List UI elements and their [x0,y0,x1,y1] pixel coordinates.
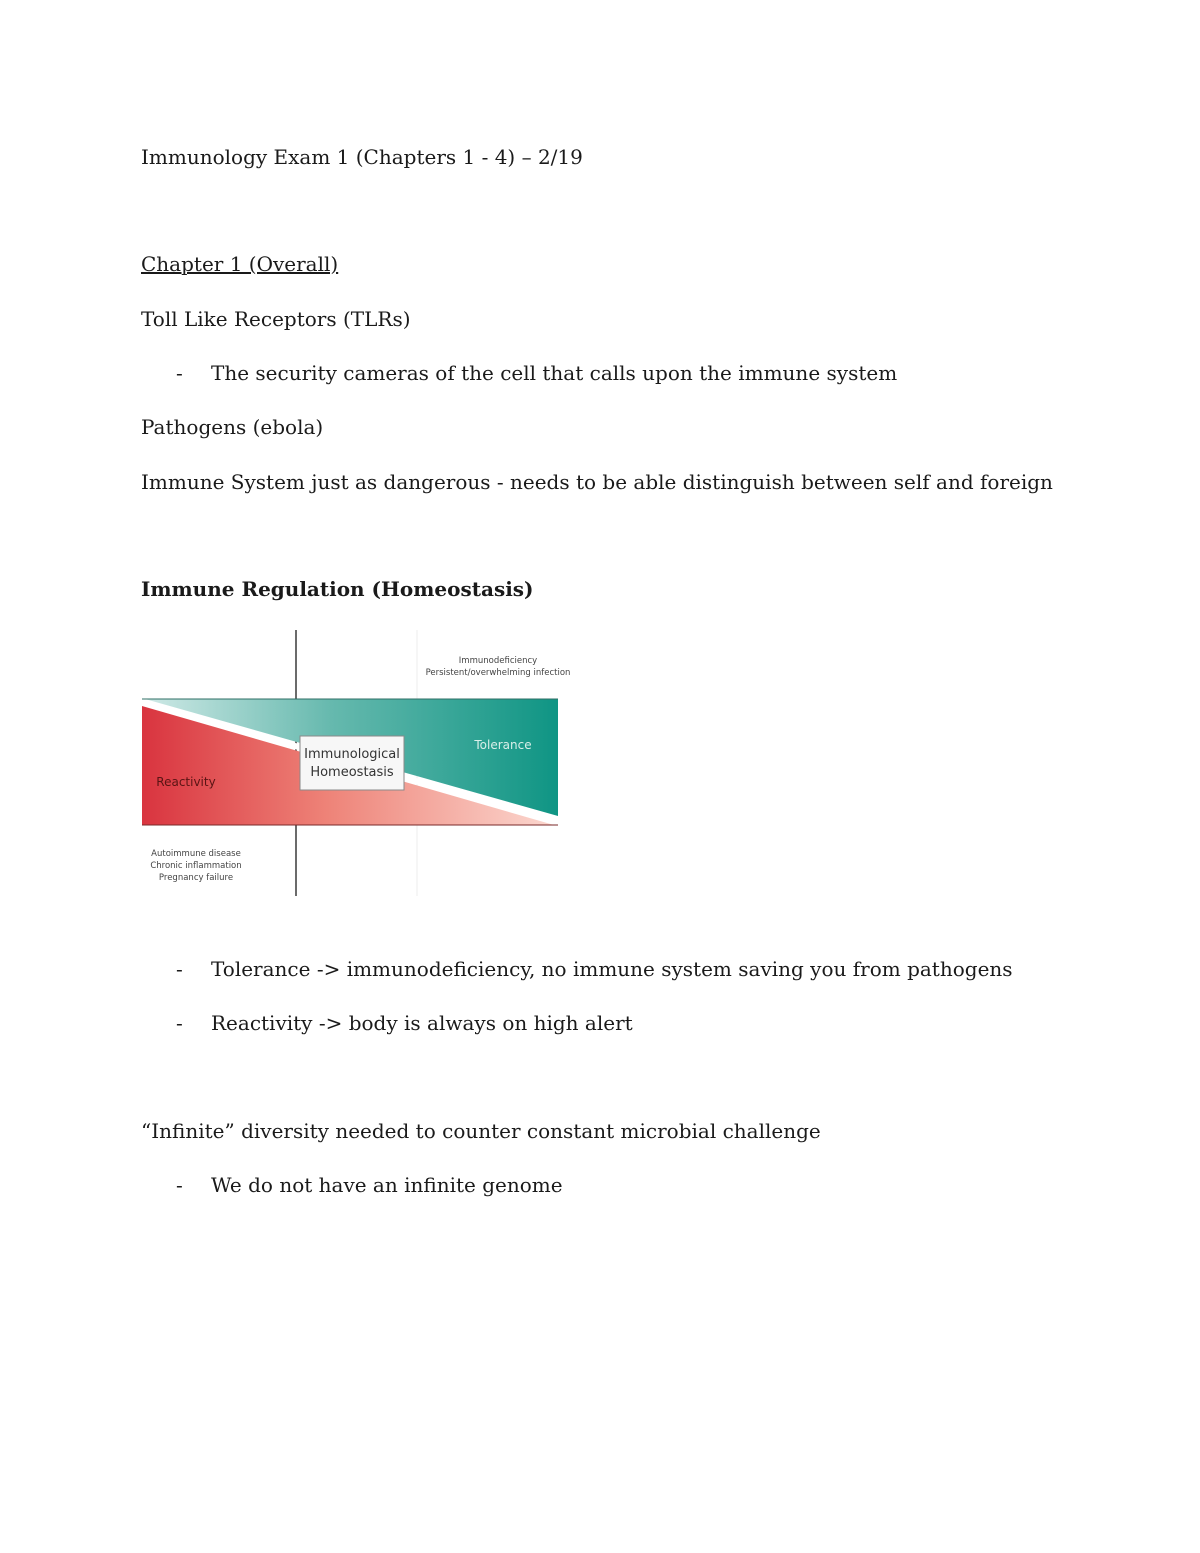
tolerance-label: Tolerance [474,738,532,752]
reactivity-label: Reactivity [156,775,216,789]
bullet-marker: - [176,361,183,385]
immune-system-line: Immune System just as dangerous - needs to be able distinguish between self and foreign [141,470,1053,494]
bullet-marker: - [176,957,183,981]
tlrs-heading: Toll Like Receptors (TLRs) [141,307,411,331]
homeostasis-diagram [140,628,580,898]
tlrs-bullet: The security cameras of the cell that calls upon the immune system [211,361,898,385]
center-label-line-2: Homeostasis [310,765,394,780]
document-title: Immunology Exam 1 (Chapters 1 - 4) – 2/19 [141,145,583,169]
tolerance-bullet: Tolerance -> immunodeficiency, no immune system saving you from pathogens [211,957,1013,981]
bullet-marker: - [176,1011,183,1035]
pathogens-line: Pathogens (ebola) [141,415,324,439]
bottom-label-line-3: Pregnancy failure [158,873,234,883]
chapter-heading: Chapter 1 (Overall) [141,252,339,276]
bullet-marker: - [176,1173,183,1197]
diversity-line: “Infinite” diversity needed to counter constant microbial challenge [141,1119,821,1143]
bottom-label-line-1: Autoimmune disease [151,849,241,859]
homeostasis-diagram-svg [140,628,580,898]
regulation-heading: Immune Regulation (Homeostasis) [141,577,534,601]
bottom-label-line-2: Chronic inflammation [150,861,242,871]
homeostasis-box [300,736,404,790]
top-label-line-2: Persistent/overwhelming infection [425,668,571,678]
diversity-bullet: We do not have an infinite genome [211,1173,563,1197]
top-label-line-1: Immunodeficiency [458,656,538,666]
center-label-line-1: Immunological [304,747,400,762]
reactivity-bullet: Reactivity -> body is always on high alert [211,1011,633,1035]
